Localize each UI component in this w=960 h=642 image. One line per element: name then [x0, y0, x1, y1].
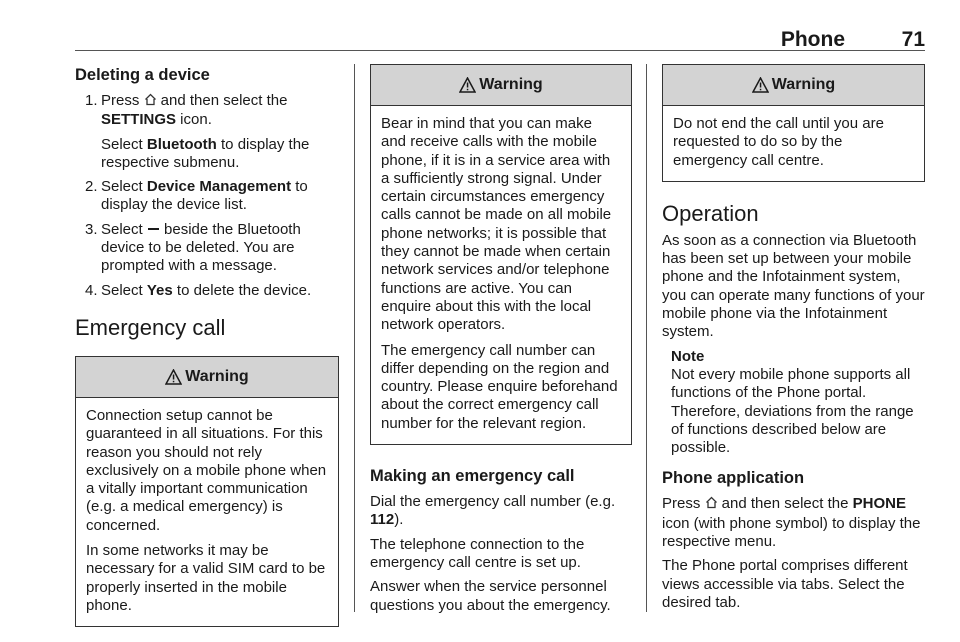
warning-title: Warning — [479, 76, 543, 93]
warning-text: Bear in mind that you can make and receive calls with the mobile phone, if it is in a service area with a sufficiently strong signal. Under certain circumstances emergency calls cannot be made on all mobile phone networks; it is possible that they cannot be made when certain network services and/or telephone functions are active. You can enquire about this with the local network operators. — [381, 115, 612, 334]
paragraph: Dial the emergency call number (e.g. 112). — [370, 493, 616, 529]
warning-text: Connection setup cannot be guaranteed in all situations. For this reason you should not rely exclusively on a mobile phone when a vitally important communication (e.g. a medical emergency) is concerned. — [86, 406, 327, 534]
warning-title: Warning — [771, 76, 836, 93]
column-right — [662, 64, 925, 618]
note-label: Note — [671, 347, 705, 365]
warning-triangle-icon — [165, 369, 182, 385]
home-icon — [144, 93, 157, 111]
paragraph: The Phone portal comprises different views accessible via tabs. Select the desired tab. — [662, 557, 908, 611]
minus-icon — [148, 228, 159, 230]
page-title: Phone — [780, 28, 845, 51]
warning-box — [370, 64, 632, 445]
note-text: Therefore, deviations from the range of functions described below are possible. — [671, 402, 914, 457]
warning-triangle-icon — [459, 77, 476, 93]
paragraph: Press and then select the PHONE icon (with phone symbol) to display the respective menu. — [662, 495, 921, 551]
column-divider — [354, 64, 355, 612]
paragraph: As soon as a connection via Bluetooth has been set up between your mobile phone and the Infotainment system, you can operate many functions of your mobile phone via the Infotainment system. — [662, 231, 925, 341]
list-item: 4. Select Yes to delete the device. — [85, 281, 312, 299]
list-item: 1. Press and then select the SETTINGS icon. Select Bluetooth to display the respective submenu. — [85, 92, 310, 171]
making-emergency-call-heading: Making an emergency call — [370, 467, 575, 486]
column-left — [75, 64, 339, 641]
delete-steps-list — [75, 92, 339, 300]
warning-title: Warning — [185, 367, 249, 385]
page-header — [75, 22, 925, 51]
column-middle — [370, 64, 632, 621]
paragraph: The telephone connection to the emergency call centre is set up. — [370, 535, 585, 571]
paragraph: Answer when the service personnel questions you about the emergency. — [370, 578, 611, 614]
page-number: 71 — [901, 28, 925, 51]
note-block — [662, 348, 925, 458]
warning-text: The emergency call number can differ depending on the region and country. Please enquire beforehand about the correct emergency call number for the relevant region. — [381, 341, 618, 432]
list-item: 2. Select Device Management to display the device list. — [85, 178, 308, 214]
warning-box — [75, 356, 339, 627]
warning-text: In some networks it may be necessary for a valid SIM card to be properly inserted in the mobile phone. — [86, 542, 326, 614]
warning-text: Do not end the call until you are requested to do so by the emergency call centre. — [673, 115, 884, 169]
note-text: Not every mobile phone supports all functions of the Phone portal. — [671, 365, 911, 402]
warning-box — [662, 64, 925, 182]
operation-heading: Operation — [662, 200, 759, 226]
deleting-device-heading: Deleting a device — [75, 66, 210, 84]
phone-application-heading: Phone application — [662, 469, 805, 488]
home-icon — [705, 496, 718, 514]
list-item: 3. Select beside the Bluetooth device to be deleted. You are prompted with a message. — [85, 220, 301, 275]
emergency-call-heading: Emergency call — [75, 314, 226, 340]
column-divider — [646, 64, 647, 612]
warning-triangle-icon — [752, 77, 769, 93]
